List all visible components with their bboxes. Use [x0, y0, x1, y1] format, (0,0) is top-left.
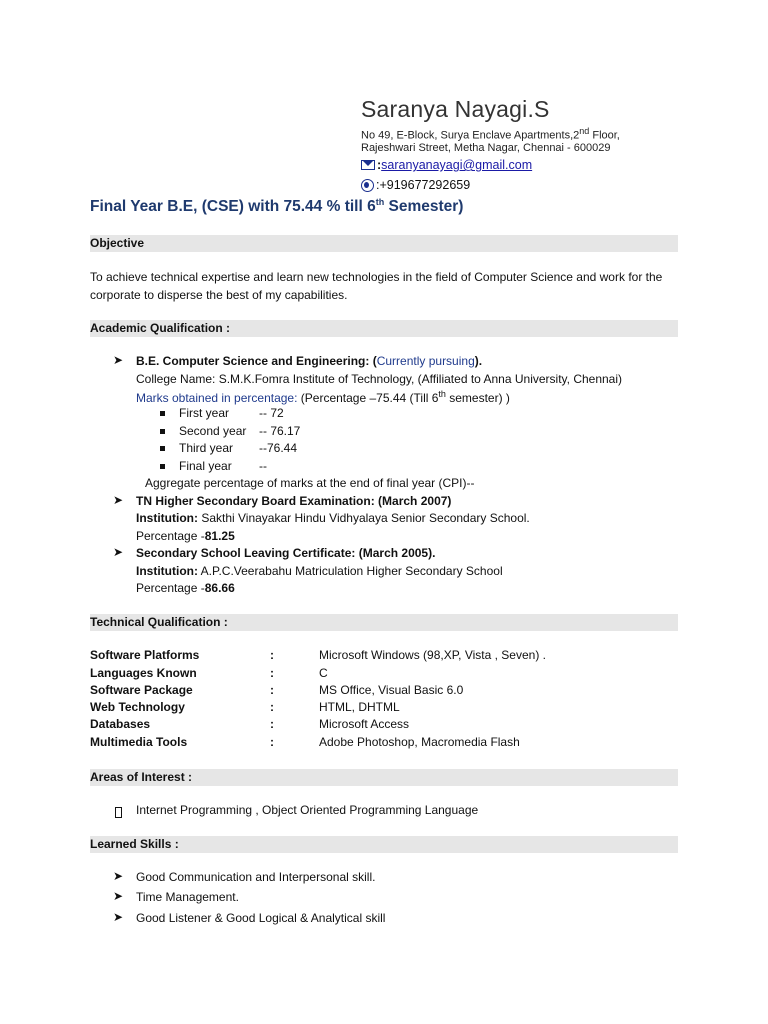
square-bullet-icon	[160, 446, 165, 451]
college-name: College Name: S.M.K.Fomra Institute of Technology, (Affiliated to Anna University, Chennai)	[136, 372, 623, 386]
tech-value: HTML, DHTML	[319, 700, 400, 714]
arrow-bullet-icon: ➤	[113, 545, 124, 559]
phone-icon	[361, 179, 374, 192]
status-text: Currently pursuing	[376, 354, 475, 368]
skill-item: Good Listener & Good Logical & Analytical skill	[136, 911, 386, 925]
tech-colon: :	[270, 735, 274, 749]
candidate-name: Saranya Nayagi.S	[361, 96, 550, 122]
sslc-title: Secondary School Leaving Certificate: (March 2005).	[136, 546, 436, 560]
be-title: B.E. Computer Science and Engineering: (Currently pursuing).	[136, 354, 483, 368]
email-row: : saranyanayagi@gmail.com	[361, 158, 532, 172]
tech-label: Software Package	[90, 683, 193, 697]
tech-colon: :	[270, 648, 274, 662]
tech-label: Languages Known	[90, 666, 197, 680]
skill-item: Time Management.	[136, 890, 239, 904]
interest-item: Internet Programming , Object Oriented Programming Language	[136, 803, 479, 817]
arrow-bullet-icon: ➤	[113, 869, 124, 883]
arrow-bullet-icon: ➤	[113, 910, 124, 924]
phone-number: :+919677292659	[376, 178, 471, 192]
section-skills-heading: Learned Skills :	[90, 836, 678, 853]
tech-label: Web Technology	[90, 700, 185, 714]
tech-value: Microsoft Access	[319, 717, 410, 731]
year-row: Final year --	[160, 459, 267, 473]
section-interest-heading: Areas of Interest :	[90, 769, 678, 786]
tech-label: Software Platforms	[90, 648, 200, 662]
square-bullet-icon	[160, 464, 165, 469]
square-bullet-icon	[160, 429, 165, 434]
objective-text: To achieve technical expertise and learn new technologies in the field of Computer Science and work for the corporate to disperse the best of my capabilities.	[90, 270, 663, 302]
skill-item: Good Communication and Interpersonal skill.	[136, 870, 376, 884]
square-bullet-icon	[160, 411, 165, 416]
sslc-institution: Institution: A.P.C.Veerabahu Matriculation Higher Secondary School	[136, 564, 503, 578]
tech-value: Microsoft Windows (98,XP, Vista , Seven) .	[319, 648, 546, 662]
tech-value: C	[319, 666, 328, 680]
phone-row	[361, 178, 470, 192]
envelope-icon	[361, 160, 375, 170]
arrow-bullet-icon: ➤	[113, 493, 124, 507]
hsc-percentage: Percentage -81.25	[136, 529, 235, 543]
tech-label: Databases	[90, 717, 151, 731]
sslc-percentage: Percentage -86.66	[136, 581, 235, 595]
tech-colon: :	[270, 700, 274, 714]
hsc-institution: Institution: Sakthi Vinayakar Hindu Vidhyalaya Senior Secondary School.	[136, 511, 530, 525]
section-technical-heading: Technical Qualification :	[90, 614, 678, 631]
email-link[interactable]: saranyanayagi@gmail.com	[381, 158, 533, 172]
aggregate-line: Aggregate percentage of marks at the end of final year (CPI)--	[145, 476, 475, 490]
year-row: Second year -- 76.17	[160, 424, 300, 438]
section-academic-heading: Academic Qualification :	[90, 320, 678, 337]
year-row: First year -- 72	[160, 406, 284, 420]
missing-glyph-icon	[115, 804, 122, 822]
arrow-bullet-icon: ➤	[113, 353, 124, 367]
address-line-1: No 49, E-Block, Surya Enclave Apartments,2nd Floor,	[361, 126, 620, 142]
marks-line: Marks obtained in percentage: (Percentage –75.44 (Till 6th semester) )	[136, 389, 510, 405]
section-objective-heading: Objective	[90, 235, 678, 252]
tech-colon: :	[270, 717, 274, 731]
tech-colon: :	[270, 683, 274, 697]
hsc-title: TN Higher Secondary Board Examination: (March 2007)	[136, 494, 452, 508]
address-line-2: Rajeshwari Street, Metha Nagar, Chennai - 600029	[361, 142, 611, 154]
arrow-bullet-icon: ➤	[113, 889, 124, 903]
tech-value: MS Office, Visual Basic 6.0	[319, 683, 464, 697]
tech-value: Adobe Photoshop, Macromedia Flash	[319, 735, 520, 749]
headline: Final Year B.E, (CSE) with 75.44 % till 6th Semester)	[90, 197, 464, 216]
tech-label: Multimedia Tools	[90, 735, 188, 749]
tech-colon: :	[270, 666, 274, 680]
year-row: Third year --76.44	[160, 441, 297, 455]
